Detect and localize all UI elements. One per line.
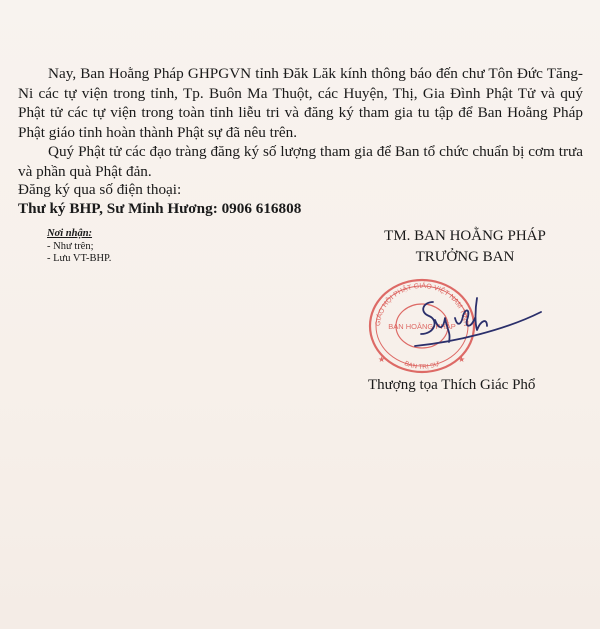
phone-registration-line: Đăng ký qua số điện thoại: <box>18 181 182 198</box>
seal-bottom-text: BAN TRỊ SỰ <box>403 360 441 371</box>
seal-star-icon: ★ <box>458 355 466 364</box>
body-paragraph-2: Quý Phật tử các đạo tràng đăng ký số lượng tham gia để Ban tổ chức chuẩn bị cơm trưa và phần quà Phật đản. <box>18 143 583 180</box>
recipient-item: - Lưu VT-BHP. <box>47 253 112 264</box>
handwritten-signature <box>405 290 545 350</box>
recipient-item: - Như trên; <box>47 240 94 252</box>
signature-role-line: TRƯỞNG BAN <box>415 249 515 265</box>
recipients-title: Nơi nhận: <box>47 228 93 239</box>
seal-center-text: BAN HOẰNG PHÁP <box>388 322 456 331</box>
signature-org-line: TM. BAN HOẰNG PHÁP <box>384 228 546 244</box>
signer-name: Thượng tọa Thích Giác Phổ <box>368 377 536 393</box>
secretary-contact: Thư ký BHP, Sư Minh Hương: 0906 616808 <box>18 200 302 217</box>
seal-star-icon: ★ <box>378 355 386 364</box>
seal-top-text: GIÁO HỘI PHẬT GIÁO VIỆT NAM TỈNH <box>374 282 470 327</box>
signature-heading <box>360 226 570 268</box>
body-paragraph-1: Nay, Ban Hoằng Pháp GHPGVN tỉnh Đăk Lăk kính thông báo đến chư Tôn Đức Tăng-Ni các tự viện trong tỉnh, Tp. Buôn Ma Thuột, các Huyện, Thị, Gia Đình Phật Tử và quý Phật tử các tự viện trong toàn tỉnh liễu tri và đăng ký tham gia tu tập để Ban Hoằng Pháp Phật giáo tỉnh hoàn thành Phật sự đã nêu trên. <box>18 65 583 141</box>
recipients-block <box>47 228 111 266</box>
svg-text:BAN TRỊ SỰ <box>403 360 441 371</box>
